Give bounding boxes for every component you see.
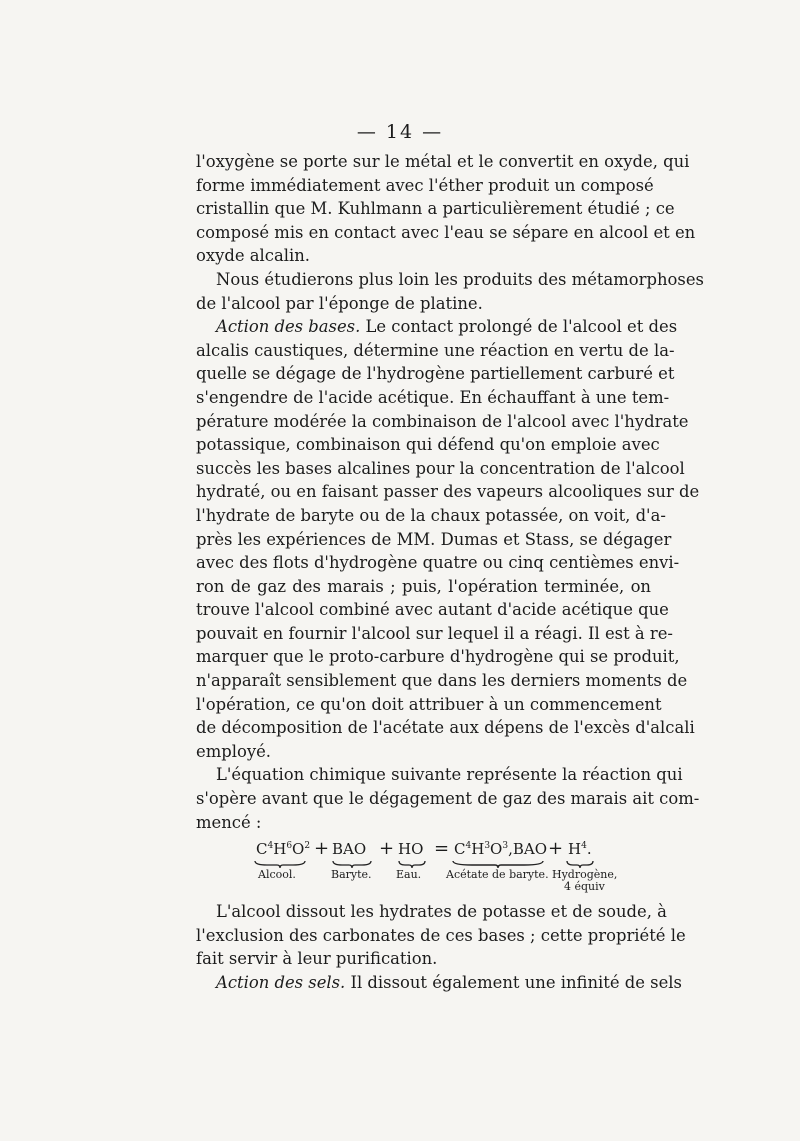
- paragraph-2: [196, 268, 704, 315]
- text-line: [196, 971, 682, 995]
- text-line: L'alcool dissout les hydrates de potasse et de soude, à: [216, 902, 667, 922]
- brace-icon: [566, 860, 594, 868]
- text-line: composé mis en contact avec l'eau se sépare en alcool et en: [196, 222, 696, 242]
- text-line: [196, 315, 678, 339]
- paragraph-5: [196, 900, 686, 971]
- text-line: L'équation chimique suivante représente la réaction qui: [216, 765, 683, 785]
- text-line: pérature modérée la combinaison de l'alcool avec l'hydrate: [196, 411, 689, 431]
- paragraph-6: [196, 971, 682, 995]
- brace-icon: [398, 860, 426, 868]
- text-line: employé.: [196, 741, 272, 761]
- text-line: cristallin que M. Kuhlmann a particulièrement étudié ; ce: [196, 199, 675, 219]
- text-line: s'engendre de l'acide acétique. En échauffant à une tem-: [196, 387, 670, 407]
- label-eau: Eau.: [396, 868, 422, 882]
- text-line: succès les bases alcalines pour la concentration de l'alcool: [196, 458, 685, 478]
- text-line: fait servir à leur purification.: [196, 949, 438, 969]
- brace-icon: [332, 860, 372, 868]
- text-line: trouve l'alcool combiné avec autant d'acide acétique que: [196, 600, 669, 620]
- text-line: l'exclusion des carbonates de ces bases ; cette propriété le: [196, 925, 686, 945]
- paragraph-4: [196, 763, 700, 834]
- equals-sign: =: [434, 838, 450, 860]
- label-baryte: Baryte.: [331, 868, 372, 882]
- plus-sign: +: [379, 838, 395, 860]
- formula-baryte: BAO: [332, 840, 367, 859]
- text-line: l'hydrate de baryte ou de la chaux potassée, on voit, d'a-: [196, 505, 666, 525]
- formula-eau: HO: [398, 840, 424, 859]
- plus-sign: +: [314, 838, 330, 860]
- text-line: oxyde alcalin.: [196, 246, 310, 266]
- text-line: de l'alcool par l'éponge de platine.: [196, 293, 483, 313]
- page-number: — 14 —: [356, 121, 444, 143]
- text-line: pouvait en fournir l'alcool sur lequel il a réagi. Il est à re-: [196, 623, 673, 643]
- label-acetate: Acétate de baryte.: [446, 868, 549, 882]
- text-line: hydraté, ou en faisant passer des vapeurs alcooliques sur de: [196, 482, 700, 502]
- formula-hydrogene: $H^4$.: [568, 840, 592, 859]
- text-line: n'apparaît sensiblement que dans les derniers moments de: [196, 671, 688, 691]
- label-alcool: Alcool.: [258, 868, 296, 882]
- chemical-equation: [196, 840, 651, 900]
- text-line: avec des flots d'hydrogène quatre ou cinq centièmes envi-: [196, 553, 680, 573]
- formula-acetate: $C^4H^3O^3,BAO$: [454, 840, 548, 859]
- text-line: ron de gaz des marais ; puis, l'opération terminée, on: [196, 576, 651, 596]
- formula-alcool: $C^4H^6O^2$: [256, 840, 311, 859]
- text-line: mencé :: [196, 812, 262, 832]
- text-line: près les expériences de MM. Dumas et Stass, se dégager: [196, 529, 672, 549]
- text-line: l'opération, ce qu'on doit attribuer à un commencement: [196, 694, 662, 714]
- text-span: Le contact prolongé de l'alcool et des: [365, 317, 678, 337]
- text-line: quelle se dégage de l'hydrogène partiellement carburé et: [196, 364, 675, 384]
- text-line: potassique, combinaison qui défend qu'on emploie avec: [196, 435, 660, 455]
- section-heading-sels: Action des sels.: [216, 973, 346, 992]
- text-line: forme immédiatement avec l'éther produit un composé: [196, 175, 654, 195]
- text-span: Il dissout également une infinité de sels: [350, 973, 682, 992]
- text-line: Nous étudierons plus loin les produits des métamorphoses: [216, 269, 704, 289]
- text-block: [196, 150, 704, 995]
- brace-icon: [452, 860, 544, 868]
- text-line: marquer que le proto-carbure d'hydrogène qui se produit,: [196, 647, 680, 667]
- brace-icon: [254, 860, 306, 868]
- text-line: de décomposition de l'acétate aux dépens de l'excès d'alcali: [196, 718, 695, 738]
- text-line: l'oxygène se porte sur le métal et le convertit en oxyde, qui: [196, 152, 690, 171]
- paragraph-3: [196, 315, 700, 763]
- label-hydrogene-equiv: 4 équiv: [564, 880, 605, 894]
- paragraph-1: [196, 150, 696, 268]
- label-hydrogene: Hydrogène,: [552, 868, 618, 882]
- text-line: s'opère avant que le dégagement de gaz des marais ait com-: [196, 789, 700, 809]
- section-heading-bases: Action des bases.: [216, 317, 361, 337]
- plus-sign: +: [548, 838, 564, 860]
- text-line: alcalis caustiques, détermine une réaction en vertu de la-: [196, 340, 675, 360]
